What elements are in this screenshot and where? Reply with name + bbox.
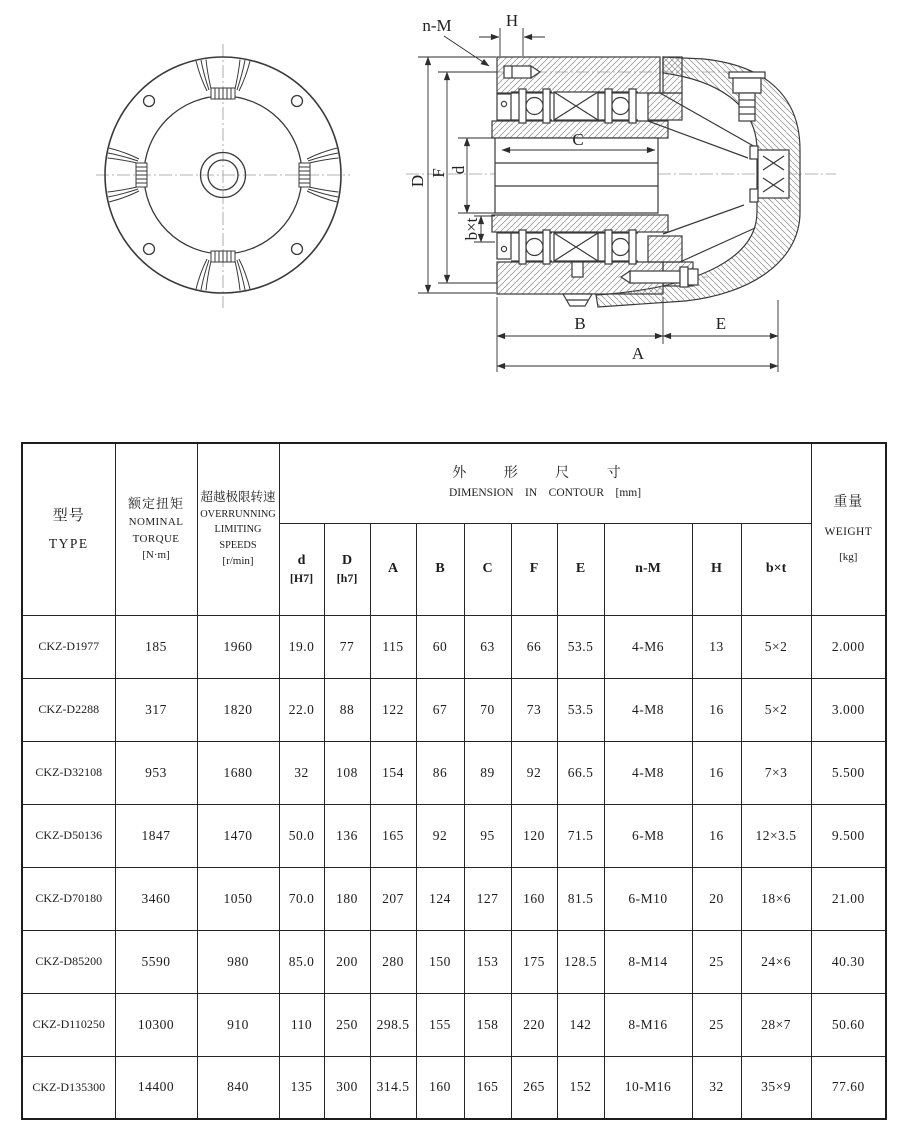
cell-bxt: 5×2 [741,615,811,678]
spec-table [21,442,887,1120]
cell-bxt: 18×6 [741,867,811,930]
cell-d: 50.0 [279,804,324,867]
cell-H: 16 [692,804,741,867]
header-A: A [370,523,416,615]
table-row [22,867,886,930]
header-n-M: n-M [604,523,692,615]
cell-B: 86 [416,741,464,804]
hub [495,138,658,213]
header-weight-en: WEIGHT [824,525,873,538]
dim-label-H: H [505,11,519,30]
header-D: D [h7] [324,523,370,615]
cell-D: 250 [324,993,370,1056]
cell-A: 280 [370,930,416,993]
cell-torque: 317 [115,678,197,741]
cell-bxt: 12×3.5 [741,804,811,867]
cell-F: 73 [511,678,557,741]
cell-D: 136 [324,804,370,867]
header-torque [115,443,197,615]
dim-label-F: F [429,168,448,178]
cell-bxt: 28×7 [741,993,811,1056]
cell-B: 124 [416,867,464,930]
header-row-top [22,443,886,523]
header-F: F [511,523,557,615]
header-speed-en2: LIMITING SPEEDS [214,524,262,551]
header-bxt: b×t [741,523,811,615]
cell-D: 108 [324,741,370,804]
dim-label-bxt: b×t [462,217,481,241]
cell-torque: 14400 [115,1056,197,1119]
cell-C: 63 [464,615,511,678]
drawings-svg [0,0,900,430]
cell-weight: 77.60 [811,1056,886,1119]
cell-A: 115 [370,615,416,678]
cell-A: 122 [370,678,416,741]
table-row [22,678,886,741]
cell-speed: 1680 [197,741,279,804]
header-dimension-en: DIMENSION IN CONTOUR [mm] [448,486,642,499]
cell-d: 135 [279,1056,324,1119]
cell-weight: 21.00 [811,867,886,930]
cell-weight: 9.500 [811,804,886,867]
header-type [22,443,115,615]
cell-A: 154 [370,741,416,804]
cell-B: 60 [416,615,464,678]
cell-A: 298.5 [370,993,416,1056]
cell-speed: 840 [197,1056,279,1119]
cell-C: 153 [464,930,511,993]
header-type-cn: 型号 [52,507,85,524]
cell-type: CKZ-D85200 [22,930,115,993]
header-weight-cn: 重量 [833,494,864,510]
cell-n-M: 4-M6 [604,615,692,678]
cell-E: 53.5 [557,678,604,741]
cell-D: 180 [324,867,370,930]
cell-bxt: 35×9 [741,1056,811,1119]
header-speed-en1: OVERRUNNING [200,508,276,520]
cell-torque: 185 [115,615,197,678]
cell-H: 16 [692,678,741,741]
cell-n-M: 4-M8 [604,741,692,804]
cell-type: CKZ-D1977 [22,615,115,678]
cell-C: 70 [464,678,511,741]
cell-B: 67 [416,678,464,741]
cell-E: 142 [557,993,604,1056]
cell-weight: 5.500 [811,741,886,804]
bolt-hole [292,244,303,255]
cell-n-M: 6-M10 [604,867,692,930]
dim-label-nM: n-M [422,16,452,35]
cell-D: 300 [324,1056,370,1119]
header-weight-unit: [kg] [839,550,858,563]
cell-d: 110 [279,993,324,1056]
cell-D: 88 [324,678,370,741]
table-row [22,804,886,867]
dim-label-B: B [574,314,586,333]
cell-d: 22.0 [279,678,324,741]
cell-d: 32 [279,741,324,804]
table-row [22,930,886,993]
cell-torque: 5590 [115,930,197,993]
cell-E: 152 [557,1056,604,1119]
header-dimension-group [279,443,811,523]
dim-label-A: A [631,344,645,363]
header-torque-unit: [N·m] [142,549,170,562]
cell-speed: 910 [197,993,279,1056]
cell-F: 160 [511,867,557,930]
cell-bxt: 7×3 [741,741,811,804]
cell-weight: 50.60 [811,993,886,1056]
cell-speed: 1820 [197,678,279,741]
header-C: C [464,523,511,615]
cell-F: 92 [511,741,557,804]
header-dimension-cn: 外 形 尺 寸 [452,466,638,482]
cell-H: 32 [692,1056,741,1119]
bolt-hole [292,96,303,107]
header-speed-cn: 超越极限转速 [200,489,276,504]
cell-type: CKZ-D110250 [22,993,115,1056]
dim-label-d: d [449,165,468,175]
header-E: E [557,523,604,615]
cell-H: 13 [692,615,741,678]
dim-label-D: D [408,174,427,188]
cell-speed: 1050 [197,867,279,930]
front-view-drawing [96,44,350,308]
cell-type: CKZ-D70180 [22,867,115,930]
cell-H: 25 [692,993,741,1056]
header-torque-en2: TORQUE [132,532,180,545]
cell-D: 200 [324,930,370,993]
cell-torque: 1847 [115,804,197,867]
cell-A: 314.5 [370,1056,416,1119]
table-row [22,741,886,804]
header-d: d [H7] [279,523,324,615]
cell-C: 158 [464,993,511,1056]
cell-F: 220 [511,993,557,1056]
cell-E: 66.5 [557,741,604,804]
cell-type: CKZ-D2288 [22,678,115,741]
header-speed-unit: [r/min] [222,555,254,568]
bolt-hole [144,244,155,255]
dim-label-C: C [572,130,584,149]
cell-F: 66 [511,615,557,678]
technical-drawings [0,0,900,430]
cell-C: 95 [464,804,511,867]
bearing-assembly [497,89,638,123]
header-B: B [416,523,464,615]
cell-E: 71.5 [557,804,604,867]
cell-torque: 3460 [115,867,197,930]
cell-speed: 1470 [197,804,279,867]
dim-label-E: E [715,314,727,333]
cell-F: 120 [511,804,557,867]
cell-F: 175 [511,930,557,993]
cell-B: 155 [416,993,464,1056]
cell-E: 53.5 [557,615,604,678]
cell-torque: 10300 [115,993,197,1056]
cell-A: 165 [370,804,416,867]
table-row [22,615,886,678]
cell-A: 207 [370,867,416,930]
cell-C: 165 [464,1056,511,1119]
cell-B: 160 [416,1056,464,1119]
table-row [22,1056,886,1119]
cell-speed: 1960 [197,615,279,678]
cell-bxt: 5×2 [741,678,811,741]
cell-C: 89 [464,741,511,804]
header-torque-en1: NOMINAL [128,516,184,529]
cell-n-M: 8-M16 [604,993,692,1056]
cell-C: 127 [464,867,511,930]
cell-n-M: 8-M14 [604,930,692,993]
cell-weight: 40.30 [811,930,886,993]
cell-B: 150 [416,930,464,993]
header-type-en: TYPE [48,535,89,551]
bolt-hole [144,96,155,107]
cell-speed: 980 [197,930,279,993]
cell-H: 20 [692,867,741,930]
cell-type: CKZ-D135300 [22,1056,115,1119]
cell-n-M: 4-M8 [604,678,692,741]
cell-d: 70.0 [279,867,324,930]
cell-E: 81.5 [557,867,604,930]
table-body [22,615,886,1119]
cell-B: 92 [416,804,464,867]
header-weight [811,443,886,615]
cell-weight: 3.000 [811,678,886,741]
cell-E: 128.5 [557,930,604,993]
cell-H: 25 [692,930,741,993]
header-speed [197,443,279,615]
cell-H: 16 [692,741,741,804]
header-torque-cn: 额定扭矩 [127,495,184,511]
cell-n-M: 6-M8 [604,804,692,867]
table-row [22,993,886,1056]
cell-n-M: 10-M16 [604,1056,692,1119]
cell-D: 77 [324,615,370,678]
cell-d: 19.0 [279,615,324,678]
header-H: H [692,523,741,615]
cell-torque: 953 [115,741,197,804]
cell-F: 265 [511,1056,557,1119]
cell-type: CKZ-D32108 [22,741,115,804]
cell-d: 85.0 [279,930,324,993]
cell-weight: 2.000 [811,615,886,678]
section-view-drawing [406,11,836,372]
cell-type: CKZ-D50136 [22,804,115,867]
cell-bxt: 24×6 [741,930,811,993]
